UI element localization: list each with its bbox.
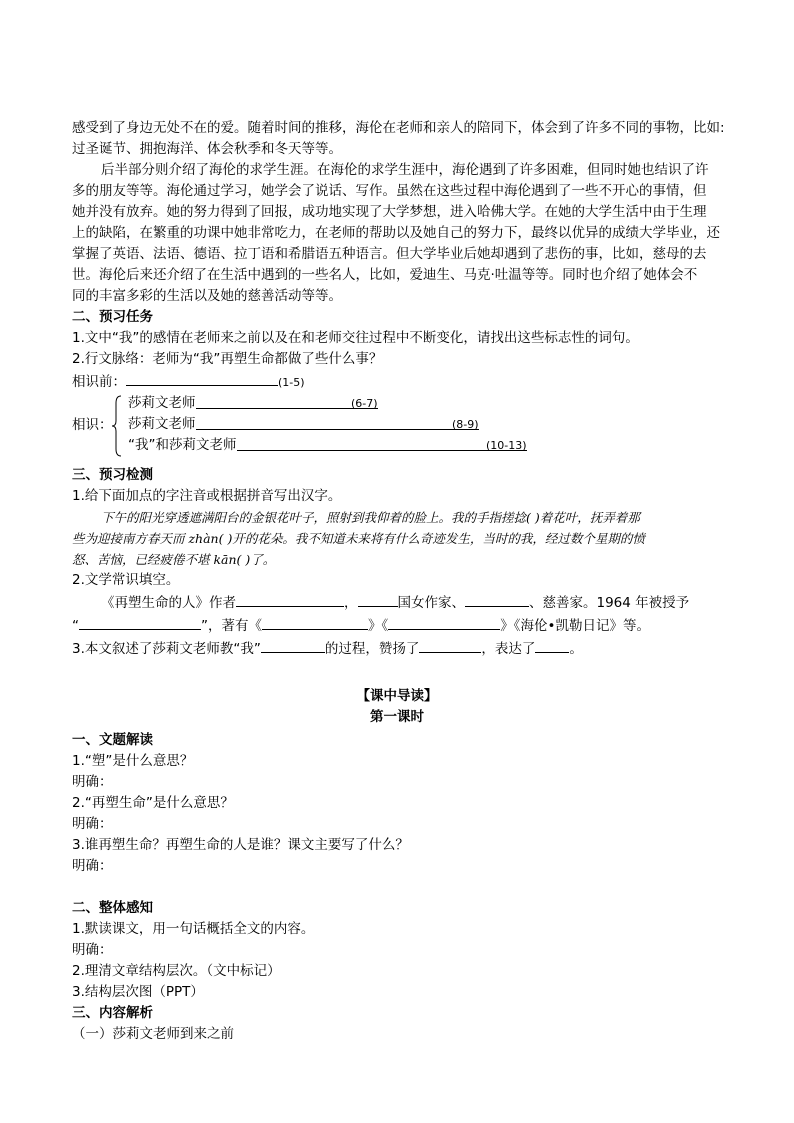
section-heading-overall: 二、整体感知 — [72, 900, 153, 916]
fill-text: “ — [72, 618, 79, 634]
question: 3.谁再塑生命？再塑生命的人是谁？课文主要写了什么？ — [72, 837, 409, 853]
answer-blank[interactable] — [237, 435, 527, 451]
row-label: “我”和莎莉文老师 — [128, 437, 237, 453]
before-meeting-label: 相识前： — [72, 374, 126, 390]
answer-blank[interactable] — [388, 614, 500, 630]
paragraph-range: (6-7) — [350, 397, 378, 410]
curly-brace-icon — [112, 395, 122, 457]
answer-blank[interactable] — [126, 370, 278, 386]
answer-blank[interactable] — [196, 414, 479, 430]
literature-fill-line — [72, 591, 722, 614]
row-label: 莎莉文老师 — [128, 395, 196, 411]
question: 3.结构层次图（PPT） — [72, 984, 204, 1000]
meeting-structure — [72, 393, 722, 459]
question: 1.默读课文，用一句话概括全文的内容。 — [72, 921, 315, 937]
fill-text: ， — [344, 595, 358, 611]
para2-line: 同的丰富多彩的生活以及她的慈善活动等等。 — [72, 288, 342, 304]
meeting-row — [128, 435, 527, 456]
passage-line: 些为迎接南方春天而 zhàn( )开的花朵。我不知道未来将有什么奇迹发生，当时的我，经过数个星期的愤 — [72, 531, 645, 546]
summary-fill-line — [72, 637, 722, 660]
answer-label: 明确： — [72, 942, 113, 958]
question: 1.给下面加点的字注音或根据拼音写出汉字。 — [72, 488, 342, 504]
fill-text: ”，著有《 — [201, 618, 262, 634]
answer-blank[interactable] — [262, 614, 368, 630]
before-meeting-row — [72, 370, 722, 393]
section-heading-content-analysis: 三、内容解析 — [72, 1005, 153, 1021]
fill-text: 国女作家、 — [397, 595, 465, 611]
answer-blank[interactable] — [358, 591, 398, 607]
answer-blank[interactable] — [465, 591, 529, 607]
paragraph-range: (8-9) — [451, 418, 479, 431]
answer-blank[interactable] — [261, 637, 325, 653]
answer-blank[interactable] — [79, 614, 201, 630]
section-heading-preview-check: 三、预习检测 — [72, 467, 153, 483]
row-label: 莎莉文老师 — [128, 416, 196, 432]
question: 2.行文脉络：老师为“我”再塑生命都做了些什么事？ — [72, 351, 383, 367]
meeting-label: 相识： — [72, 417, 113, 433]
fill-text: 。 — [569, 641, 583, 657]
para2-line: 她并没有放弃。她的努力得到了回报，成功地实现了大学梦想，进入哈佛大学。在她的大学生活中由于生理 — [72, 204, 707, 220]
paragraph-range: (1-5) — [278, 376, 305, 389]
question: 2.“再塑生命”是什么意思？ — [72, 795, 234, 811]
literature-fill-line — [72, 614, 722, 637]
fill-text: ，表达了 — [481, 641, 536, 657]
spacer — [72, 660, 722, 686]
in-class-title: 【课中导读】 — [356, 688, 438, 704]
question: 2.文学常识填空。 — [72, 572, 180, 588]
fill-text: 《再塑生命的人》作者 — [101, 595, 236, 611]
section-heading-title-analysis: 一、文题解读 — [72, 732, 153, 748]
para2-line: 后半部分则介绍了海伦的求学生涯。在海伦的求学生涯中，海伦遇到了许多困难，但同时她也结识了许 — [101, 162, 709, 178]
para2-line: 多的朋友等等。海伦通过学习，她学会了说话、写作。虽然在这些过程中海伦遇到了一些不开心的事情，但 — [72, 183, 707, 199]
para2-line: 上的缺陷，在繁重的功课中她非常吃力，在老师的帮助以及她自己的努力下，最终以优异的成绩大学毕业，还 — [72, 225, 720, 241]
spacer — [72, 877, 722, 898]
para2-line: 世。海伦后来还介绍了在生活中遇到的一些名人，比如，爱迪生、马克·吐温等等。同时也介绍了她体会不 — [72, 267, 698, 283]
answer-blank[interactable] — [236, 591, 344, 607]
subsection-heading: （一）莎莉文老师到来之前 — [72, 1026, 234, 1042]
answer-label: 明确： — [72, 858, 113, 874]
passage-line: 下午的阳光穿透遮满阳台的金银花叶子，照射到我仰着的脸上。我的手指搓捻( )着花叶，抚弄着那 — [101, 510, 640, 525]
answer-label: 明确： — [72, 774, 113, 790]
passage-line: 怒、苦恼，已经疲倦不堪 kān( )了。 — [72, 552, 276, 567]
fill-text: 的过程，赞扬了 — [324, 641, 420, 657]
intro-line: 感受到了身边无处不在的爱。随着时间的推移，海伦在老师和亲人的陪同下，体会到了许多不同的事物，比如: — [72, 120, 725, 136]
fill-text: 》《海伦•凯勒日记》等。 — [500, 618, 650, 634]
answer-label: 明确： — [72, 816, 113, 832]
meeting-row — [128, 414, 527, 435]
paragraph-range: (10-13) — [485, 439, 527, 452]
question: 2.理清文章结构层次。（文中标记） — [72, 963, 281, 979]
meeting-row — [128, 393, 527, 414]
fill-text: 、慈善家。1964 年被授予 — [529, 595, 690, 611]
fill-text: 3.本文叙述了莎莉文老师教“我” — [72, 641, 261, 657]
intro-line: 过圣诞节、拥抱海洋、体会秋季和冬天等等。 — [72, 141, 342, 157]
para2-line: 掌握了英语、法语、德语、拉丁语和希腊语五种语言。但大学毕业后她却遇到了悲伤的事，比如，慈母的去 — [72, 246, 707, 262]
question: 1.文中“我”的感情在老师来之前以及在和老师交往过程中不断变化，请找出这些标志性的词句。 — [72, 330, 639, 346]
answer-blank[interactable] — [535, 637, 569, 653]
document-page — [72, 118, 725, 1045]
question: 1.“塑”是什么意思？ — [72, 753, 194, 769]
lesson-subtitle: 第一课时 — [370, 709, 424, 725]
answer-blank[interactable] — [196, 393, 378, 409]
answer-blank[interactable] — [419, 637, 481, 653]
section-heading-preview-tasks: 二、预习任务 — [72, 309, 153, 325]
fill-text: 》《 — [368, 618, 389, 634]
